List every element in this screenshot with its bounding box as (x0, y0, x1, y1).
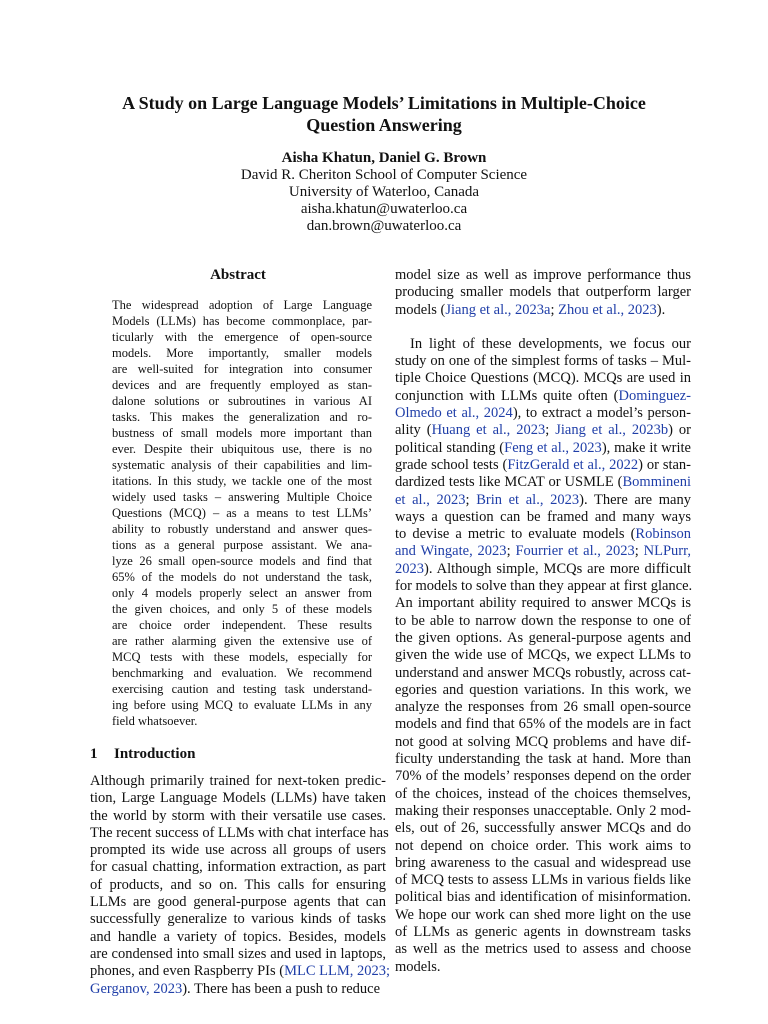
text-segment: not depend on choice order. This work aims to (395, 837, 691, 854)
text-line (395, 422, 691, 439)
text-segment: and handle a variety of topics. Besides, models (90, 928, 386, 945)
abstract-line: ing before using MCQ to evaluate LLMs in any (112, 698, 372, 712)
citation-link[interactable]: and Wingate, 2023 (395, 543, 507, 560)
text-segment: The recent success of LLMs with chat interface has (90, 824, 389, 841)
text-segment: for casual chatting, information extraction, as part (90, 859, 386, 876)
citation-link[interactable]: Fourrier et al., 2023 (515, 543, 635, 560)
author-email: dan.brown@uwaterloo.ca (306, 218, 462, 234)
text-segment: LLMs are good general-purpose agents that can (90, 894, 386, 911)
citation-link[interactable]: Robinson (635, 526, 691, 543)
citation-link[interactable]: 2023 (395, 560, 424, 577)
abstract-line: tasks. This makes the generalization and ro- (112, 410, 372, 424)
abstract-line: systematic analysis of their capabilities and lim- (112, 458, 372, 472)
text-segment: the world by storm with their versatile use cases. (90, 807, 386, 824)
text-line (395, 924, 691, 941)
text-segment: ). There has been a push to reduce (182, 980, 381, 997)
text-segment: els, out of 26, successfully answer MCQs and do (395, 820, 691, 837)
text-segment: ality ( (395, 422, 432, 439)
text-line (90, 981, 386, 998)
abstract-line: dalone solutions or subroutines in various AI (112, 394, 372, 408)
body-paragraph (395, 267, 691, 319)
text-segment: model size as well as improve performance thus (395, 267, 691, 283)
citation-link[interactable]: FitzGerald et al., 2022 (507, 456, 639, 473)
text-segment: ways a question can be framed and many ways (395, 508, 691, 525)
text-line (90, 963, 391, 980)
abstract-line: exercising caution and testing task understand- (112, 682, 372, 696)
text-segment: the given options. As general-purpose agents and (395, 629, 691, 646)
text-segment: ). There are many (579, 491, 691, 508)
text-line (395, 803, 691, 820)
text-segment: 70% of the models’ responses depend on the order (395, 768, 691, 785)
text-line (395, 388, 691, 405)
text-segment: ; (506, 543, 516, 560)
text-segment: ; (465, 491, 477, 508)
text-segment: models ( (395, 301, 446, 318)
section-heading-introduction (90, 745, 386, 763)
author-names: Aisha Khatun, Daniel G. Brown (281, 150, 487, 166)
affiliation-line: University of Waterloo, Canada (288, 184, 480, 200)
text-line (395, 820, 691, 837)
text-segment: tion, Large Language Models (LLMs) have taken (90, 790, 386, 807)
right-column (395, 267, 691, 976)
text-line (395, 941, 691, 958)
abstract-line: are rather alarming given the extensive use of (112, 634, 372, 648)
text-line (395, 768, 691, 785)
text-segment: of the choices, instead of the choices themselves, (395, 785, 691, 802)
text-segment: ; (550, 301, 559, 318)
text-line (90, 773, 386, 790)
text-line (395, 440, 691, 457)
citation-link[interactable]: NLPurr, (643, 543, 691, 560)
introduction-paragraph (90, 773, 391, 998)
text-segment: models. (395, 958, 441, 975)
abstract-line: benchmarking and evaluation. We recommend (112, 666, 372, 680)
text-line (395, 613, 691, 630)
text-segment: ; (545, 422, 556, 439)
text-segment: bring awareness to the casual and widespread use (395, 854, 691, 871)
text-segment: conjunction with LLMs quite often ( (395, 387, 619, 404)
body-paragraph (395, 336, 691, 976)
section-title: Introduction (114, 746, 196, 762)
citation-link[interactable]: Gerganov, 2023 (90, 980, 183, 997)
text-line (90, 894, 386, 911)
author-email: aisha.khatun@uwaterloo.ca (300, 201, 468, 217)
abstract-heading: Abstract (210, 267, 266, 283)
abstract-line: devices and are frequently employed as stan- (112, 378, 372, 392)
text-line (395, 907, 691, 924)
title-line: A Study on Large Language Models’ Limitations in Multiple-Choice (122, 93, 646, 113)
text-line (395, 353, 691, 370)
citation-link[interactable]: Feng et al., 2023 (504, 439, 602, 456)
text-segment: ficulty understanding the task at hand. More than (395, 751, 691, 768)
text-segment: models and find that 65% of the models are in fact (395, 716, 691, 733)
text-segment: We hope our work can shed more light on the use (395, 906, 691, 923)
text-segment: study on one of the simplest forms of tasks – Mul- (395, 353, 691, 370)
title-line: Question Answering (306, 115, 462, 135)
abstract-line: models. More importantly, smaller models (112, 346, 372, 360)
text-segment: ; (634, 543, 644, 560)
abstract-line: field whatsoever. (112, 714, 198, 728)
text-segment: prompted its wide use across all groups of users (90, 842, 386, 859)
abstract-body (112, 297, 372, 729)
text-segment: for models to solve than they appear at first glance. (395, 578, 693, 595)
abstract-line: ever. Despite their ubiquitous use, there is no (112, 442, 372, 456)
citation-link[interactable]: et al., 2023 (395, 491, 466, 508)
text-segment: An important ability required to answer MCQs is (395, 595, 691, 612)
text-segment: successfully generalize to various kinds of tasks (90, 911, 386, 928)
text-line (395, 336, 691, 353)
citation-link[interactable]: Brin et al., 2023 (476, 491, 580, 508)
abstract-line: MCQ tests with these models, especially for (112, 650, 372, 664)
text-line (395, 492, 691, 509)
citation-link[interactable]: MLC LLM, 2023; (284, 963, 391, 980)
abstract-line: ability to robustly understand and answer ques- (112, 522, 372, 536)
text-segment: In light of these developments, we focus our (410, 335, 691, 352)
abstract-line: The widespread adoption of Large Language (112, 298, 372, 312)
text-line (395, 595, 691, 612)
text-line (395, 855, 691, 872)
text-segment: political standing ( (395, 439, 505, 456)
text-line (395, 405, 691, 422)
citation-link[interactable]: Zhou et al., 2023 (558, 301, 657, 318)
citation-link[interactable]: Olmedo et al., 2024 (395, 405, 513, 422)
text-segment: dardized tests like MCAT or USMLE ( (395, 474, 623, 491)
citation-link[interactable]: Dominguez- (618, 387, 691, 404)
text-line (395, 578, 691, 595)
text-line (90, 929, 386, 946)
text-segment: ), to extract a model’s person- (512, 405, 691, 422)
text-line (395, 526, 691, 543)
text-segment: ), make it write (601, 439, 691, 456)
text-line (90, 859, 386, 876)
text-line (395, 474, 691, 491)
author-block (80, 150, 688, 235)
abstract-line: Questions (MCQ) – as a means to test LLMs’ (112, 506, 372, 520)
text-line (395, 370, 691, 387)
citation-link[interactable]: Jiang et al., 2023b (555, 422, 669, 439)
text-segment: grade school tests ( (395, 456, 508, 473)
abstract-line: itations. In this study, we tackle one of the most (112, 474, 372, 488)
paper-title (80, 92, 688, 136)
text-line (395, 561, 691, 578)
text-line (395, 716, 691, 733)
text-segment: analyze the responses from 26 small open-source (395, 699, 691, 716)
abstract-line: are choice order independent. These results (112, 618, 372, 632)
text-segment: to be able to narrow down the response to one of (395, 612, 691, 629)
text-line (90, 946, 386, 963)
text-line (395, 786, 691, 803)
text-segment: of LLMs as generic agents in downstream tasks (395, 923, 691, 940)
text-segment: ) or stan- (638, 456, 692, 473)
text-line (90, 877, 386, 894)
text-segment: tiple Choice Questions (MCQ). MCQs are used in (395, 370, 691, 387)
citation-link[interactable]: Huang et al., 2023 (431, 422, 546, 439)
abstract-line: widely used tasks – answering Multiple Choice (112, 490, 372, 504)
text-line (90, 808, 386, 825)
abstract-line: only 4 models properly select an answer from (112, 586, 372, 600)
text-segment: to devise a metric to evaluate models ( (395, 526, 636, 543)
text-line (395, 734, 691, 751)
citation-link[interactable]: Bommineni (622, 474, 691, 491)
text-segment: understand and answer MCQs robustly, across cat- (395, 664, 691, 681)
text-line (395, 267, 691, 284)
text-segment: Although primarily trained for next-token predic- (90, 773, 386, 789)
text-line (395, 457, 691, 474)
abstract-line: are well-suited for integration into consumer (112, 362, 372, 376)
text-line (90, 790, 386, 807)
text-line (395, 959, 691, 976)
citation-link[interactable]: Jiang et al., 2023a (445, 301, 551, 318)
text-line (395, 838, 691, 855)
text-segment: not good at solving MCQ problems and have dif- (395, 733, 691, 750)
text-segment: political bias and identification of misinformation. (395, 889, 691, 906)
text-segment: ) or (668, 422, 691, 439)
text-segment: phones, and even Raspberry PIs ( (90, 963, 285, 980)
text-segment: given the wide use of MCQs, we expect LLMs to (395, 647, 691, 664)
text-line (395, 665, 691, 682)
text-segment: of MCQ tests to assess LLMs in various fields like (395, 872, 691, 889)
affiliation-line: David R. Cheriton School of Computer Science (240, 167, 528, 183)
text-line (395, 647, 691, 664)
text-segment: of products, and so on. This calls for ensuring (90, 876, 386, 893)
text-segment: ). Although simple, MCQs are more difficult (424, 560, 691, 577)
text-line (395, 751, 691, 768)
abstract-line: 65% of the models do not understand the task, (112, 570, 372, 584)
text-line (395, 509, 691, 526)
text-line (395, 284, 691, 301)
text-line (90, 911, 386, 928)
text-segment: making their responses unacceptable. Only 2 mod- (395, 802, 691, 819)
text-segment: ). (656, 301, 666, 318)
text-line (395, 302, 691, 319)
text-segment: as well as the metrics used to assess and choose (395, 941, 691, 958)
abstract-line: bustness of small models more important than (112, 426, 372, 440)
text-segment: are condensed into small sizes and used in laptops, (90, 945, 386, 962)
text-line (90, 824, 389, 842)
section-number: 1 (90, 746, 98, 762)
left-column (90, 266, 391, 998)
abstract-line: tions as a general purpose assistant. We ana- (112, 538, 372, 552)
abstract-line: the given choices, and only 5 of these models (112, 602, 372, 616)
abstract-line: lyze 26 small open-source models and find that (112, 554, 372, 568)
text-segment: egories and question variations. In this work, we (395, 681, 691, 698)
text-line (395, 630, 691, 647)
abstract-line: Models (LLMs) has become commonplace, par- (112, 314, 372, 328)
text-line (395, 872, 691, 889)
text-line (395, 889, 691, 906)
text-segment: producing smaller models that outperform larger (395, 284, 691, 301)
text-line (395, 682, 691, 699)
text-line (90, 842, 386, 859)
text-line (395, 543, 691, 560)
abstract-line: ticularly with the emergence of open-source (112, 330, 372, 344)
text-line (395, 699, 691, 716)
